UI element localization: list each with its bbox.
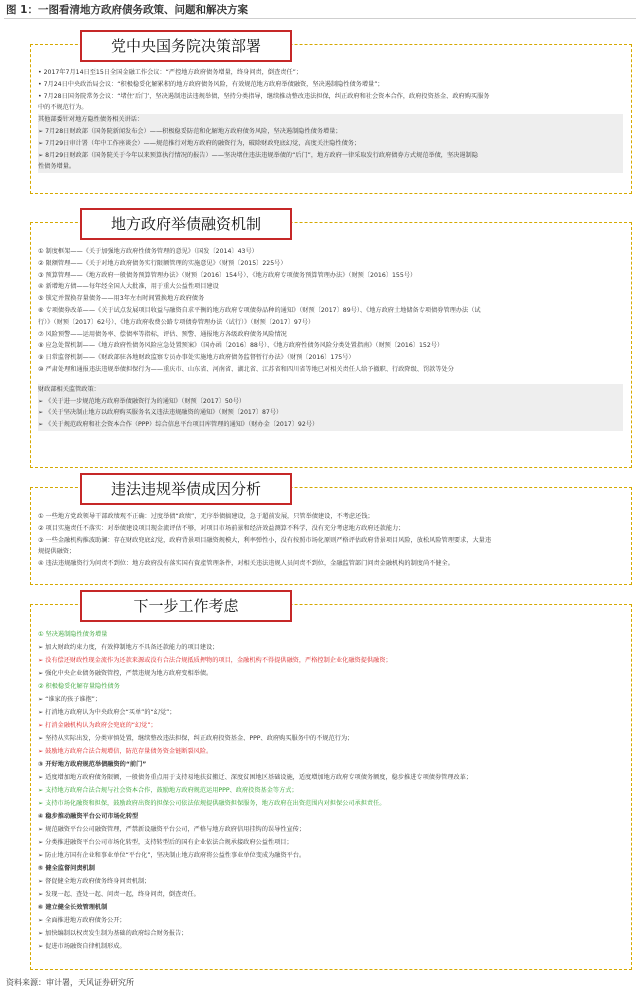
list-item: 规提供融资； bbox=[38, 548, 76, 556]
next-steps-list bbox=[38, 628, 623, 953]
list-item: ➢ 7月28日财政部（国务院新闻发布会）——积极稳妥防范和化解地方政府债务风险，坚决遏制隐性债务增量； bbox=[38, 126, 623, 138]
list-item: ➢ “谁家的孩子谁抱”； bbox=[38, 696, 102, 703]
list-item: ④ 新增地方债——每年经全国人大批准，用于重大公益性项目建设 bbox=[38, 283, 219, 291]
list-item: ⑧ 应急处置机制——《地方政府性债务风险应急处置预案》（国办函〔2016〕88号）、《地方政府性债务风险分类处置指南》（财预〔2016〕152号） bbox=[38, 342, 444, 350]
list-item: ➢ 促进市场融资自律机制形成。 bbox=[38, 943, 126, 950]
list-item: ③ 一些金融机构推波助澜：存在财政兜底幻觉，政府背景项目融资规模大，利率弹性小，没有按照市场化原则严格评估政府背景项目风险，放松风险管理要求，大量违 bbox=[38, 536, 492, 544]
list-item: 行）》（财预〔2017〕62号）、《地方政府收费公路专项债券管理办法（试行）》（财预〔2017〕97号） bbox=[38, 318, 315, 326]
figure-title: 图 1：一图看清地方政府债务政策、问题和解决方案 bbox=[6, 4, 248, 16]
list-item: ➢ 《关于规范政府和社会资本合作（PPP）综合信息平台项目库管理的通知》（财办金〔2017〕92号） bbox=[38, 419, 623, 431]
list-item: ① 坚决遏制隐性债务增量 bbox=[38, 631, 108, 638]
list-item: ③ 开好地方政府规范举债融资的“前门” bbox=[38, 761, 147, 768]
list-item: ② 限额管理——《关于对地方政府债务实行限额管理的实施意见》（财预〔2015〕225号） bbox=[38, 259, 287, 267]
list-item: ➢ 坚持从实际出发，分类审慎处置，继续整改违法担保，纠正政府投资基金、PPP、政府购买服务中的不规范行为； bbox=[38, 735, 354, 742]
list-item: ① 制度框架——《关于加强地方政府性债务管理的意见》（国发〔2014〕43号） bbox=[38, 248, 258, 255]
list-item: ⑦ 风险预警——运用债务率、偿债率等指标，评估、预警、通报地方各级政府债务风险情况 bbox=[38, 330, 287, 338]
list-item: ➢ 全面推进地方政府债务公开； bbox=[38, 917, 126, 924]
list-item: ➢ 分类推进融资平台公司市场化转型，支持转型后的国有企业依法合规承接政府公益性项目； bbox=[38, 839, 293, 846]
list-item: ⑩ 严肃处理和通报违法违规举债担保行为——重庆市、山东省、河南省、湖北省、江苏省和四川省等地已对相关责任人给予撤职、行政降级、罚款等处分 bbox=[38, 365, 454, 373]
list-item: ➢ 8月29日财政部（国务院关于今年以来预算执行情况的报告）——坚决堵住违法违规举债的“后门”，地方政府一律采取发行政府债券方式规范举债，坚决遏制隐 bbox=[38, 150, 623, 162]
list-item: ➢ 支持市场化融资和担保，鼓励政府出资的担保公司依法依规提供融资担保服务，地方政府在出资范围内对担保公司承担责任。 bbox=[38, 800, 386, 807]
list-item: ➢ 7月29日审计署（年中工作座谈会）——规范推行对地方政府的融资行为，破除财政兜底幻觉，高度关注隐性债务； bbox=[38, 138, 623, 150]
list-item: ④ 稳步推动融资平台公司市场化转型 bbox=[38, 813, 139, 820]
list-item: ➢ 没有偿还财政性现金流作为还款来源或没有合法合规抵质押物的项目，金融机构不得提供融资，严格控制企业化融资提供融资； bbox=[38, 657, 392, 664]
list-item: ⑥ 建立健全长效管理机制 bbox=[38, 904, 108, 911]
list-item: • 7月28日国务院常务会议：“堵住‘后门’，坚决遏制违法违规举债，坚持分类指导，继续推动整改违法担保，纠正政府和社会资本合作，政府投资基金、政府购买服务 bbox=[38, 92, 490, 100]
list-item: ④ 违法违规融资行为问责不到位：地方政府没有落实国有資產管理条件，对相关违法违规人员问责不到位，金融监管部门问责金融机构的制度尚不健全。 bbox=[38, 560, 454, 568]
list-item: ⑤ 锁定并置换存量债务——用3年左右时间置换地方政府债务 bbox=[38, 295, 205, 303]
list-item: ➢ 发现一起、查处一起、问责一起，终身问责，倒查责任。 bbox=[38, 891, 200, 898]
central-decisions-list bbox=[38, 67, 623, 173]
list-item: ➢ 强化中央企业债务融资管控，严禁违规为地方政府变相举债。 bbox=[38, 670, 213, 677]
list-item: ② 项目实施责任不落实：对举债建设项目现金流评估不够，对项目市场前景和经济效益测算不科学，没有充分考虑地方政府还款能力； bbox=[38, 524, 405, 532]
list-item: ⑥ 专项债券改革——《关于试点发展项目收益与融资自求平衡的地方政府专项债券品种的通知》（财预〔2017〕89号）、《地方政府土地储备专项债券管理办法（试 bbox=[38, 306, 481, 314]
cause-analysis-list bbox=[38, 511, 623, 570]
list-item: ➢ 规范融资平台公司融资管理，严禁新设融资平台公司，严格与地方政府信用挂钩的误导性宣传； bbox=[38, 826, 306, 833]
list-item: 中的不规范行为。 bbox=[38, 104, 88, 112]
list-item: ➢ 打消金融机构认为政府会兜底的“幻觉”； bbox=[38, 722, 157, 729]
list-item: ③ 预算管理——《地方政府一般债务预算管理办法》（财预〔2016〕154号）、《地方政府专项债务预算管理办法》（财预〔2016〕155号） bbox=[38, 271, 417, 279]
list-item: 性债务增量。 bbox=[38, 161, 623, 173]
list-item: ➢ 加快编制以权责发生制为基础的政府综合财务报告； bbox=[38, 930, 188, 937]
list-item: ➢ 支持地方政府合法合规与社会资本合作，鼓励地方政府规范运用PPP、政府投资基金等方式； bbox=[38, 787, 298, 794]
list-item: ➢ 打消地方政府认为中央政府会“买单”的“幻觉”； bbox=[38, 709, 176, 716]
financing-mechanism-list bbox=[38, 246, 623, 431]
list-item: ② 积极稳妥化解存量隐性债务 bbox=[38, 683, 120, 690]
list-item: ➢ 督促健全地方政府债务终身问责机制； bbox=[38, 878, 151, 885]
list-item: • 7月24日中央政治局会议：“积极稳妥化解累积的地方政府债务风险，有效规范地方政府举债融资，坚决遏制隐性债务增量”； bbox=[38, 80, 384, 88]
list-item: ➢ 鼓励地方政府合法合规增信，防范存量债务资金链断裂风险。 bbox=[38, 748, 213, 755]
list-item: ➢ 加大财政约束力度，有效抑制地方不具备还款能力的项目建设； bbox=[38, 644, 219, 651]
list-item: ⑨ 日常监督机制——《财政部驻各地财政监察专员办事处实施地方政府债务监督暂行办法》（财预〔2016〕175号） bbox=[38, 354, 355, 362]
title-divider bbox=[4, 18, 636, 19]
source-note: 资料来源：审计署，天风证券研究所 bbox=[6, 978, 134, 987]
list-item: ① 一些地方党政领导干部政绩观不正确：过度举债“政绩”，无序举债搞建设，急于超前发展，只管举债建设，不考虑还钱； bbox=[38, 513, 374, 520]
list-item: ➢ 《关于进一步规范地方政府举债融资行为的通知》（财预〔2017〕50号） bbox=[38, 396, 623, 408]
list-item: • 2017年7月14日至15日全国金融工作会议：“严控地方政府债务增量，终身问责，倒查责任”； bbox=[38, 69, 303, 76]
list-item: ➢ 防止地方国有企业和事业单位“平台化”，坚决制止地方政府将公益性事业单位变成为融资平台。 bbox=[38, 852, 306, 859]
section-title-cause-analysis: 违法违规举债成因分析 bbox=[80, 473, 292, 505]
list-item: 财政部相关监管政策： bbox=[38, 384, 623, 396]
section-title-next-steps: 下一步工作考虑 bbox=[80, 590, 292, 622]
list-item: ➢ 适度增加地方政府债务限额，一般债务重点用于支持易地扶贫搬迁、深度贫困地区基础设施，适度增加地方政府专项债务额度，稳步推进专项债券管理改革； bbox=[38, 774, 473, 781]
section-title-financing-mechanism: 地方政府举债融资机制 bbox=[80, 208, 292, 240]
list-item: ⑤ 健全监督问责机制 bbox=[38, 865, 95, 872]
section-title-central-decisions: 党中央国务院决策部署 bbox=[80, 30, 292, 62]
list-item: ➢ 《关于坚决制止地方以政府购买服务名义违法违规融资的通知》（财预〔2017〕87号） bbox=[38, 407, 623, 419]
list-item: 其他部委针对地方隐性债务相关讲话： bbox=[38, 114, 623, 126]
